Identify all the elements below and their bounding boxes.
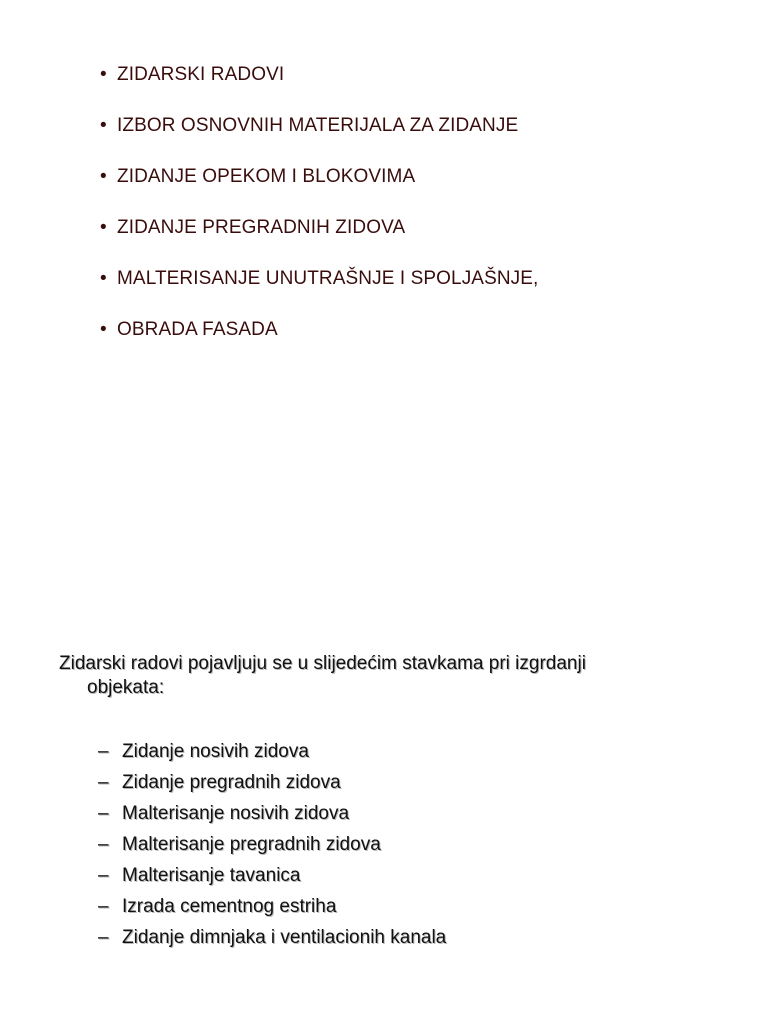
bullet-item [100, 164, 538, 215]
bullet-item-text: ZIDARSKI RADOVI [117, 64, 285, 85]
topic-bullet-list [100, 62, 538, 368]
dash-item [98, 925, 446, 956]
dash-item-text: Izrada cementnog estriha [122, 896, 337, 917]
bullet-icon: • [100, 217, 107, 238]
bullet-item-text: IZBOR OSNOVNIH MATERIJALA ZA ZIDANJE [117, 115, 519, 136]
bullet-icon: • [100, 115, 107, 136]
dash-item [98, 863, 446, 894]
bullet-item-text: ZIDANJE OPEKOM I BLOKOVIMA [117, 166, 416, 187]
bullet-icon: • [100, 268, 107, 289]
bullet-item-text: MALTERISANJE UNUTRAŠNJE I SPOLJAŠNJE, [117, 268, 539, 289]
bullet-item [100, 317, 538, 368]
dash-icon: – [98, 834, 109, 855]
dash-item-text: Zidanje nosivih zidova [122, 741, 309, 762]
intro-line-1: Zidarski radovi pojavljuju se u slijedećim stavkama pri izgrdanji [59, 653, 586, 674]
dash-icon: – [98, 896, 109, 917]
bullet-icon: • [100, 64, 107, 85]
dash-item-text: Malterisanje nosivih zidova [122, 803, 350, 824]
works-dash-list [98, 739, 446, 956]
dash-item [98, 801, 446, 832]
bullet-item [100, 113, 538, 164]
dash-icon: – [98, 865, 109, 886]
bullet-item [100, 62, 538, 113]
dash-icon: – [98, 927, 109, 948]
dash-item [98, 832, 446, 863]
dash-item-text: Zidanje pregradnih zidova [122, 772, 341, 793]
bullet-item-text: OBRADA FASADA [117, 319, 278, 340]
bullet-icon: • [100, 166, 107, 187]
intro-paragraph [59, 652, 739, 700]
intro-line-2: objekata: [87, 677, 165, 698]
dash-item-text: Zidanje dimnjaka i ventilacionih kanala [122, 927, 447, 948]
dash-icon: – [98, 772, 109, 793]
bullet-icon: • [100, 319, 107, 340]
dash-item-text: Malterisanje pregradnih zidova [122, 834, 381, 855]
dash-icon: – [98, 803, 109, 824]
dash-item-text: Malterisanje tavanica [122, 865, 301, 886]
dash-item [98, 894, 446, 925]
dash-item [98, 739, 446, 770]
bullet-item [100, 215, 538, 266]
bullet-item [100, 266, 538, 317]
dash-icon: – [98, 741, 109, 762]
dash-item [98, 770, 446, 801]
bullet-item-text: ZIDANJE PREGRADNIH ZIDOVA [117, 217, 406, 238]
